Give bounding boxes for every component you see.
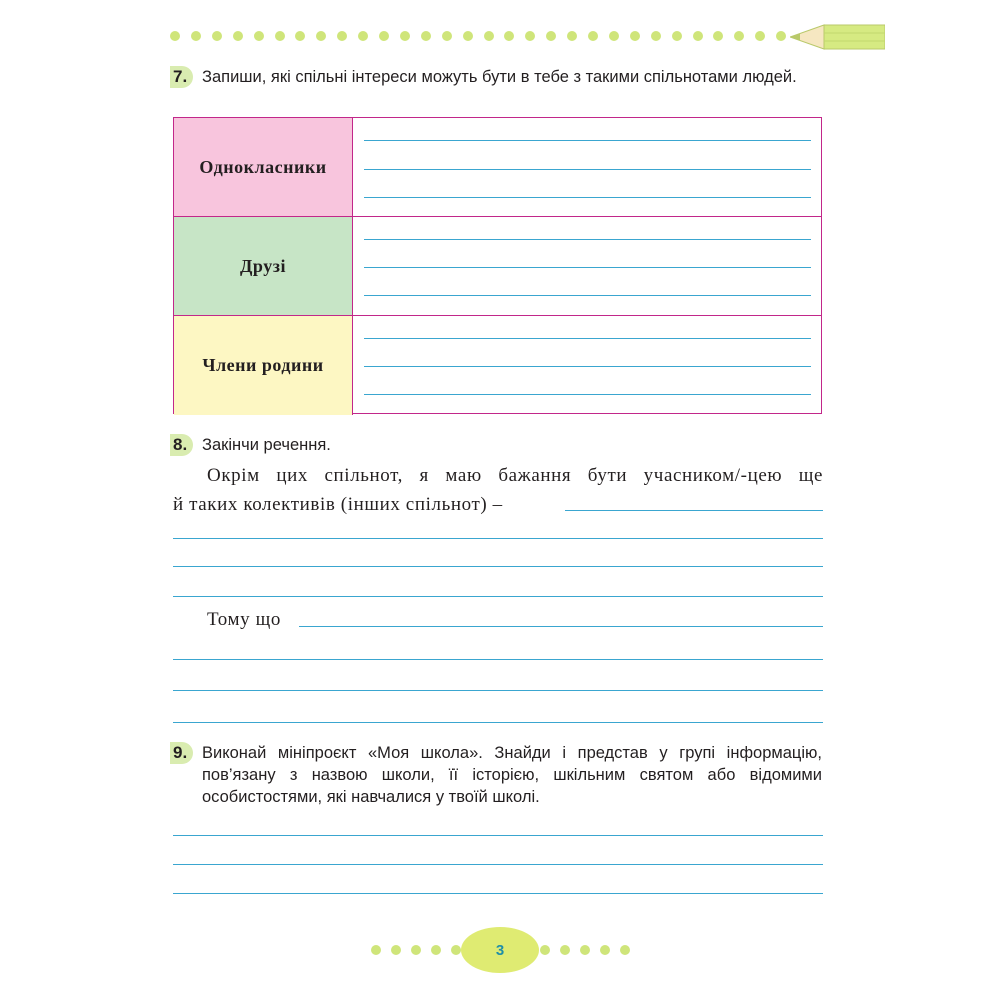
- answer-line[interactable]: [173, 538, 823, 539]
- answer-line[interactable]: [173, 722, 823, 723]
- task-number: 7.: [170, 66, 193, 88]
- decor-dot: [275, 31, 285, 41]
- task-number: 9.: [170, 742, 193, 764]
- decor-dot: [630, 31, 640, 41]
- decor-dot: [484, 31, 494, 41]
- answer-line[interactable]: [173, 864, 823, 865]
- table-row: [174, 316, 821, 415]
- sentence-line-1: Окрім цих спільнот, я маю бажання бути учасником/-цею ще: [207, 465, 823, 486]
- answer-line[interactable]: [364, 366, 811, 367]
- answer-line[interactable]: [299, 626, 823, 627]
- answer-line[interactable]: [173, 659, 823, 660]
- task-instruction: Виконай мініпроєкт «Моя школа». Знайди і представ у групі інформацію, пов’язану з назвою школи, її історією, шкільним святом або відомими особистостями, які навчалися у твоїй школі.: [202, 744, 822, 806]
- row-label: Члени родини: [174, 316, 353, 415]
- answer-line[interactable]: [173, 835, 823, 836]
- decor-dot: [337, 31, 347, 41]
- decor-dot: [421, 31, 431, 41]
- decor-dot: [734, 31, 744, 41]
- row-label: Друзі: [174, 217, 353, 315]
- interests-table: [173, 117, 822, 414]
- answer-line[interactable]: [364, 140, 811, 141]
- row-label: Однокласники: [174, 118, 353, 216]
- decor-dot: [358, 31, 368, 41]
- answer-line[interactable]: [173, 566, 823, 567]
- answer-line[interactable]: [364, 197, 811, 198]
- decor-dot: [191, 31, 201, 41]
- task-instruction: Закінчи речення.: [202, 436, 331, 454]
- answer-line[interactable]: [173, 893, 823, 894]
- table-row: [174, 217, 821, 316]
- answer-line[interactable]: [565, 510, 823, 511]
- decor-dot: [588, 31, 598, 41]
- sentence-line-2: й таких колективів (інших спільнот) –: [173, 494, 503, 515]
- answer-line[interactable]: [173, 690, 823, 691]
- decor-dot: [316, 31, 326, 41]
- decor-dot: [609, 31, 619, 41]
- decor-dot: [776, 31, 786, 41]
- decor-dot: [233, 31, 243, 41]
- decor-dot: [525, 31, 535, 41]
- decor-dot: [442, 31, 452, 41]
- answer-line[interactable]: [364, 239, 811, 240]
- answer-line[interactable]: [364, 295, 811, 296]
- decor-dot: [546, 31, 556, 41]
- task-instruction-first: [202, 742, 822, 808]
- decor-dot: [379, 31, 389, 41]
- decor-dot: [254, 31, 264, 41]
- decor-dot: [755, 31, 765, 41]
- top-dots-decoration: [170, 31, 790, 43]
- decor-dot: [504, 31, 514, 41]
- decor-dot: [651, 31, 661, 41]
- page-number: 3: [461, 927, 539, 973]
- table-row: [174, 118, 821, 217]
- decor-dot: [295, 31, 305, 41]
- decor-dot: [463, 31, 473, 41]
- answer-line[interactable]: [364, 267, 811, 268]
- pencil-icon: [790, 22, 885, 52]
- decor-dot: [400, 31, 410, 41]
- decor-dot: [170, 31, 180, 41]
- decor-dot: [693, 31, 703, 41]
- answer-line[interactable]: [364, 338, 811, 339]
- decor-dot: [212, 31, 222, 41]
- answer-line[interactable]: [364, 394, 811, 395]
- decor-dot: [672, 31, 682, 41]
- because-label: Тому що: [207, 609, 281, 630]
- task-number: 8.: [170, 434, 193, 456]
- decor-dot: [713, 31, 723, 41]
- answer-line[interactable]: [173, 596, 823, 597]
- task-instruction: Запиши, які спільні інтереси можуть бути в тебе з такими спільнотами людей.: [202, 68, 797, 86]
- answer-line[interactable]: [364, 169, 811, 170]
- decor-dot: [567, 31, 577, 41]
